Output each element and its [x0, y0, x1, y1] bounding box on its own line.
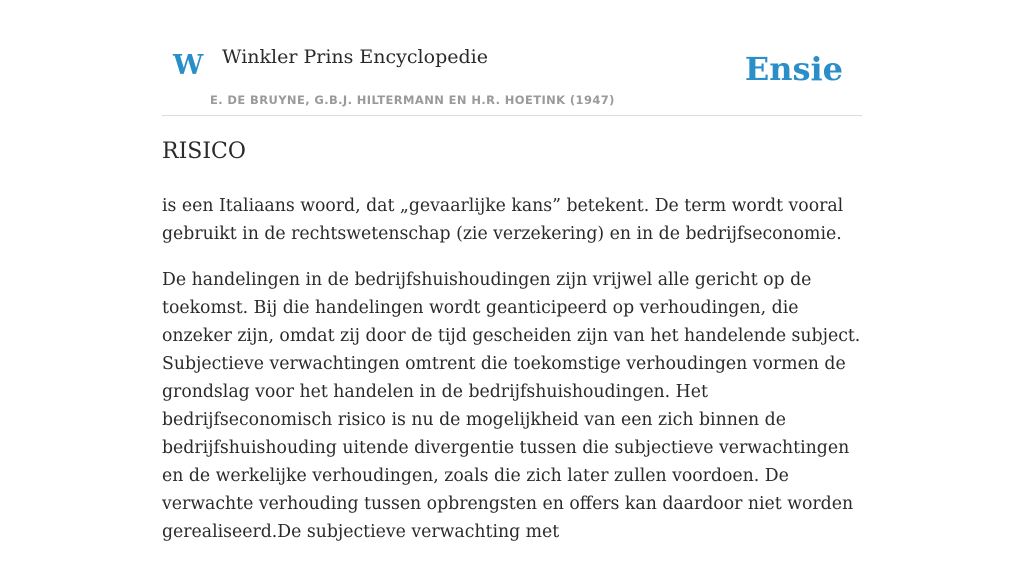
book-title[interactable]: Winkler Prins Encyclopedie — [222, 46, 488, 68]
site-header — [162, 30, 862, 116]
article-paragraph: is een Italiaans woord, dat „gevaarlijke kans” betekent. De term wordt vooral gebruikt in de rechtswetenschap (zie verzekering) en in de bedrijfseconomie. — [162, 195, 844, 244]
article — [162, 138, 862, 564]
winkler-prins-logo[interactable]: W — [173, 50, 204, 81]
ensie-logo[interactable]: Ensie — [744, 50, 843, 88]
book-authors: E. DE BRUYNE, G.B.J. HILTERMANN EN H.R. HOETINK (1947) — [210, 93, 615, 107]
article-paragraph: De handelingen in de bedrijfshuishoudingen zijn vrijwel alle gericht op de toekomst. Bij die handelingen wordt geanticipeerd op verhoudingen, die onzeker zijn, omdat zij door de tijd gescheiden zijn van het handelende subject. Subjectieve verwachtingen omtrent die toekomstige verhoudingen vormen de grondslag voor het handelen in de bedrijfshuishoudingen. Het bedrijfseconomisch risico is nu de mogelijkheid van een zich binnen de bedrijfshuishouding uitende divergentie tussen die subjectieve verwachtingen en de werkelijke verhoudingen, zoals die zich later zullen voordoen. De verwachte verhouding tussen opbrengsten en offers kan daardoor niet worden gerealiseerd.De subjectieve verwachting met — [162, 269, 861, 542]
entry-title: RISICO — [162, 139, 246, 164]
